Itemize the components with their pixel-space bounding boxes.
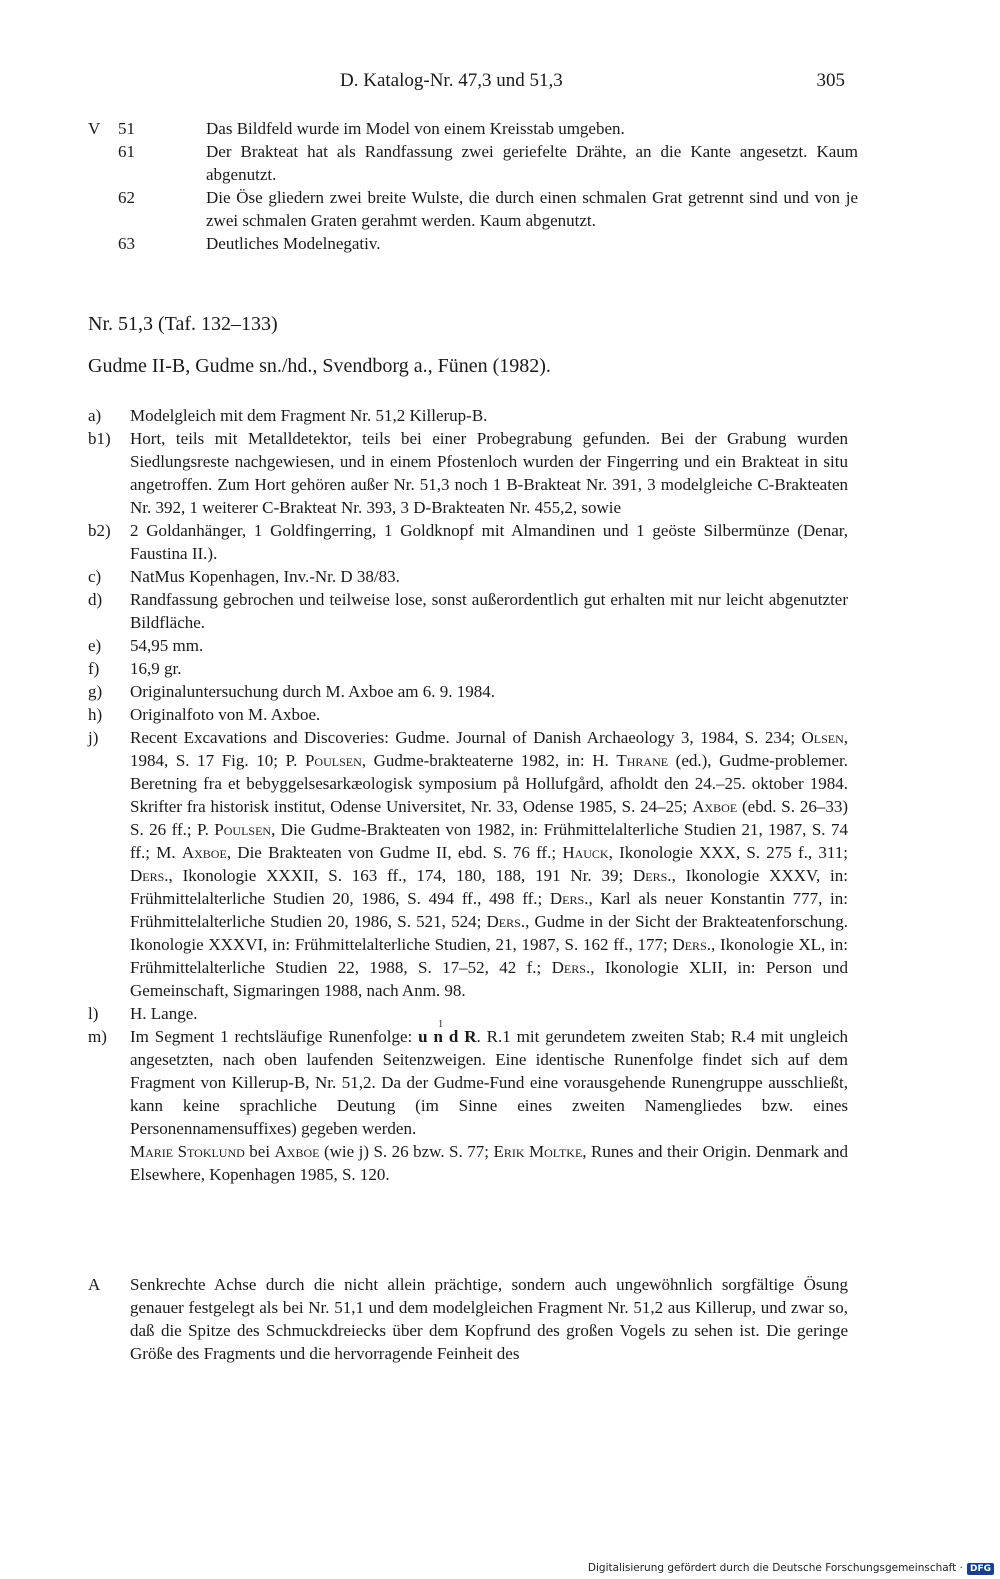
item-b2	[88, 519, 848, 565]
item-text: NatMus Kopenhagen, Inv.-Nr. D 38/83.	[130, 567, 400, 586]
item-label: m)	[88, 1027, 107, 1046]
entry-subtitle: Gudme II-B, Gudme sn./hd., Svendborg a., Fünen (1982).	[88, 355, 551, 377]
item-f	[88, 657, 848, 680]
v-row	[88, 232, 858, 255]
item-b1	[88, 427, 848, 519]
author-name: Ders.	[549, 889, 589, 908]
entry-title: Nr. 51,3 (Taf. 132–133)	[88, 313, 278, 335]
author-name: Poulsen	[214, 820, 272, 839]
a-section	[88, 1273, 848, 1365]
rune-reference: Marie Stoklund bei Axboe (wie j) S. 26 bzw. S. 77; Erik Moltke, Runes and their Origin. Denmark and Elsewhere, Kopenhagen 1985, S. 120.	[130, 1142, 848, 1184]
author-name: Thrane	[616, 751, 669, 770]
item-text: Randfassung gebrochen und teilweise lose, sonst außerordentlich gut erhalten mit nur leicht abgenutzter Bildfläche.	[130, 590, 848, 632]
item-label: h)	[88, 705, 103, 724]
item-text: Originaluntersuchung durch M. Axboe am 6. 9. 1984.	[130, 682, 495, 701]
v-row-text: Der Brakteat hat als Randfassung zwei geriefelte Drähte, an die Kante angesetzt. Kaum abgenutzt.	[206, 142, 858, 184]
item-label: c)	[88, 567, 102, 586]
item-text: Originalfoto von M. Axboe.	[130, 705, 321, 724]
rune-sequence-rest: n d R	[427, 1027, 477, 1046]
item-l	[88, 1002, 848, 1025]
item-text: 54,95 mm.	[130, 636, 204, 655]
a-text: Senkrechte Achse durch die nicht allein prächtige, sondern auch ungewöhnlich sorgfältige Ösung genauer festgelegt als bei Nr. 51,1 und dem modelgleichen Fragment Nr. 51,2 aus Killerup, und zwar so, daß die Spitze des Schmuckdreiecks über dem Kopfrund des großen Vogels zu sehen ist. Die geringe Größe des Fragments und die hervorragende Feinheit des	[130, 1275, 848, 1363]
rune-description: Im Segment 1 rechtsläufige Runenfolge: 1 u n d R. R.1 mit gerundetem zweiten Stab; R.4 mit ungleich angesetzten, nach oben laufenden Seitenzweigen. Eine identische Runenfolge findet sich auf dem Fragment von Killerup-B, Nr. 51,2. Da der Gudme-Fund eine vorausgehende Runengruppe ausschließt, kann keine sprachliche Deutung (im Sinne eines zweiten Namengliedes bzw. eines Personennamensuffixes) gegeben werden.	[130, 1025, 848, 1140]
author-name: Ders.	[551, 958, 591, 977]
item-label: j)	[88, 728, 99, 747]
v-section	[88, 117, 858, 255]
page-number: 305	[816, 70, 845, 91]
item-e	[88, 634, 848, 657]
digitization-footer	[588, 1562, 994, 1575]
item-j	[88, 726, 848, 1002]
item-text: Hort, teils mit Metalldetektor, teils bei einer Probegrabung gefunden. Bei der Grabung wurden Siedlungsreste nachgewiesen, und in einem Pfostenloch wurden der Fingerring und ein Brakteat in situ angetroffen. Zum Hort gehören außer Nr. 51,3 noch 1 B-Brakteat Nr. 391, 3 modelgleiche C-Brakteaten Nr. 392, 1 weiterer C-Brakteat Nr. 393, 3 D-Brakteaten Nr. 455,2, sowie	[130, 429, 848, 517]
author-name: Ders.	[130, 866, 169, 885]
author-name: Axboe	[692, 797, 738, 816]
v-letter: V	[88, 119, 101, 138]
item-label: d)	[88, 590, 103, 609]
item-label: l)	[88, 1004, 99, 1023]
running-title: D. Katalog-Nr. 47,3 und 51,3	[340, 70, 563, 91]
catalog-items	[88, 404, 848, 1186]
item-label: g)	[88, 682, 103, 701]
item-label: e)	[88, 636, 102, 655]
v-row	[88, 140, 858, 186]
item-label: b2)	[88, 521, 111, 540]
running-header	[90, 70, 845, 100]
author-name: Axboe	[181, 843, 227, 862]
item-c	[88, 565, 848, 588]
item-text: 2 Goldanhänger, 1 Goldfingerring, 1 Goldknopf mit Almandinen und 1 geöste Silbermünze (Denar, Faustina II.).	[130, 521, 848, 563]
item-text: Modelgleich mit dem Fragment Nr. 51,2 Killerup-B.	[130, 406, 488, 425]
rune-sequence: 1 u	[418, 1025, 427, 1048]
item-m	[88, 1019, 849, 1186]
v-row-text: Die Öse gliedern zwei breite Wulste, die durch einen schmalen Grat getrennt sind und von je zwei schmalen Graten gerahmt werden. Kaum abgenutzt.	[206, 188, 858, 230]
item-a	[88, 404, 848, 427]
author-name: Ders.	[486, 912, 526, 931]
v-row-number: 51	[118, 119, 135, 138]
v-row-number: 63	[118, 234, 135, 253]
author-name: Hauck	[562, 843, 609, 862]
v-row	[88, 117, 858, 140]
author-name: Ders.	[672, 935, 711, 954]
item-d	[88, 588, 848, 634]
v-row	[88, 186, 858, 232]
author-name: Erik Moltke	[493, 1142, 583, 1161]
author-name: Marie Stoklund	[130, 1142, 245, 1161]
item-label: f)	[88, 659, 100, 678]
rune-segment-index: 1	[438, 1019, 444, 1030]
v-row-number: 62	[118, 188, 135, 207]
item-h	[88, 703, 848, 726]
a-label: A	[88, 1275, 101, 1294]
v-row-number: 61	[118, 142, 135, 161]
item-label: a)	[88, 406, 102, 425]
author-name: Axboe	[274, 1142, 320, 1161]
bibliography-text: Recent Excavations and Discoveries: Gudme. Journal of Danish Archaeology 3, 1984, S. 234; Olsen, 1984, S. 17 Fig. 10; P. Poulsen, Gudme-brakteaterne 1982, in: H. Thrane (ed.), Gudme-problemer. Beretning fra et bebyggelsesarkæologisk symposium på Hollufgård, afholdt den 24.–25. oktober 1984. Skrifter fra historisk institut, Odense Universitet, Nr. 33, Odense 1985, S. 24–25; Axboe (ebd. S. 26–33) S. 26 ff.; P. Poulsen, Die Gudme-Brakteaten von 1982, in: Frühmittelalterliche Studien 21, 1987, S. 74 ff.; M. Axboe, Die Brakteaten von Gudme II, ebd. S. 76 ff.; Hauck, Ikonologie XXX, S. 275 f., 311; Ders., Ikonologie XXXII, S. 163 ff., 174, 180, 188, 191 Nr. 39; Ders., Ikonologie XXXV, in: Frühmittelalterliche Studien 20, 1986, S. 494 ff., 498 ff.; Ders., Karl als neuer Konstantin 777, in: Frühmittelalterliche Studien 20, 1986, S. 521, 524; Ders., Gudme in der Sicht der Brakteatenforschung. Ikonologie XXXVI, in: Frühmittelalterliche Studien, 21, 1987, S. 162 ff., 177; Ders., Ikonologie XL, in: Frühmittelalterliche Studien 22, 1988, S. 17–52, 42 f.; Ders., Ikonologie XLII, in: Person und Gemeinschaft, Sigmaringen 1988, nach Anm. 98.	[130, 728, 849, 1000]
author-name: Ders.	[633, 866, 672, 885]
item-text: H. Lange.	[130, 1004, 198, 1023]
v-row-text: Das Bildfeld wurde im Model von einem Kreisstab umgeben.	[206, 119, 625, 138]
footer-text: Digitalisierung gefördert durch die Deutsche Forschungsgemeinschaft ·	[587, 1562, 963, 1574]
author-name: Olsen	[801, 728, 844, 747]
item-g	[88, 680, 848, 703]
author-name: Poulsen	[304, 751, 362, 770]
item-text: 16,9 gr.	[130, 659, 182, 678]
dfg-logo: DFG	[967, 1563, 994, 1575]
v-row-text: Deutliches Modelnegativ.	[206, 234, 381, 253]
item-label: b1)	[88, 429, 111, 448]
